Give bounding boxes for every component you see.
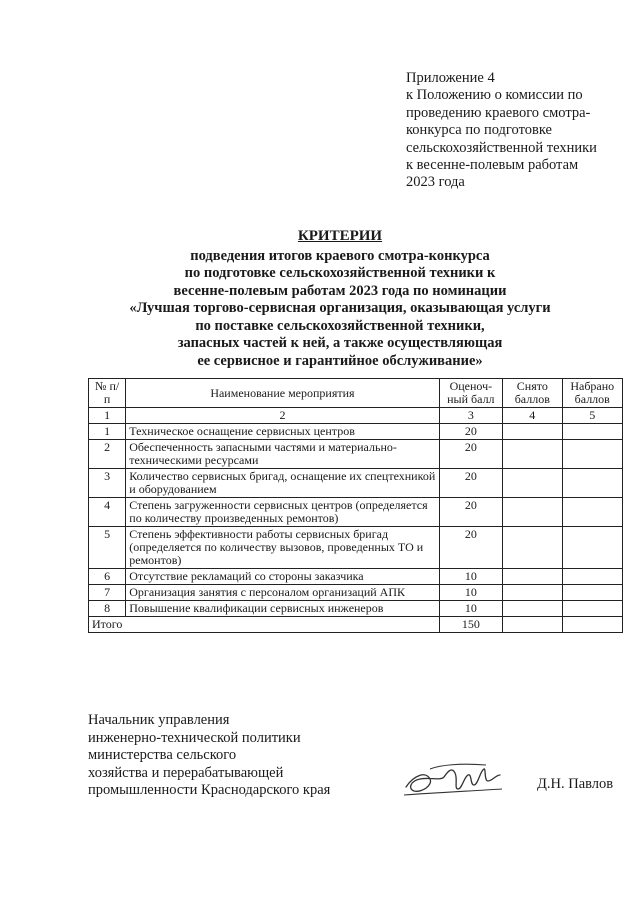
row-got: [562, 440, 622, 469]
colnum: 2: [126, 408, 439, 424]
row-number: 4: [89, 498, 126, 527]
row-got: [562, 601, 622, 617]
row-taken: [503, 585, 562, 601]
row-name: Организация занятия с персоналом организаций АПК: [126, 585, 439, 601]
row-taken: [503, 424, 562, 440]
table-row: [89, 585, 623, 601]
row-number: 2: [89, 440, 126, 469]
appendix-line: Приложение 4: [406, 70, 495, 86]
position-line: инженерно-технической политики: [88, 729, 301, 746]
total-taken: [503, 617, 562, 633]
row-score: 10: [439, 569, 502, 585]
total-got: [562, 617, 622, 633]
signatory-position: [88, 712, 378, 800]
total-label: Итого: [89, 617, 440, 633]
appendix-line: к Положению о комиссии по: [406, 87, 583, 104]
row-score: 10: [439, 601, 502, 617]
table-row: [89, 469, 623, 498]
document-title: [60, 228, 620, 370]
row-got: [562, 569, 622, 585]
row-name: Техническое оснащение сервисных центров: [126, 424, 439, 440]
row-got: [562, 585, 622, 601]
appendix-line: к весенне-полевым работам: [406, 157, 579, 174]
position-line: хозяйства и перерабатывающей: [88, 764, 284, 781]
signer-name: Д.Н. Павлов: [537, 776, 614, 792]
row-number: 6: [89, 569, 126, 585]
row-number: 7: [89, 585, 126, 601]
row-score: 20: [439, 424, 502, 440]
column-number-row: [89, 408, 623, 424]
row-name: Обеспеченность запасными частями и материально-техническими ресурсами: [126, 440, 439, 469]
title-main: КРИТЕРИИ: [297, 228, 383, 244]
row-taken: [503, 569, 562, 585]
row-number: 5: [89, 527, 126, 569]
position-line: Начальник управления: [88, 712, 230, 728]
row-taken: [503, 601, 562, 617]
appendix-line: сельскохозяйственной техники: [406, 139, 597, 156]
row-taken: [503, 498, 562, 527]
title-line: по поставке сельскохозяйственной техники,: [195, 317, 485, 334]
title-line: по подготовке сельскохозяйственной техники к: [184, 265, 496, 281]
title-line: ее сервисное и гарантийное обслуживание»: [197, 352, 483, 369]
row-got: [562, 424, 622, 440]
row-taken: [503, 440, 562, 469]
position-line: министерства сельского: [88, 747, 237, 763]
appendix-line: проведению краевого смотра-: [406, 104, 591, 121]
table-row: [89, 440, 623, 469]
header-no: № п/п: [89, 379, 126, 408]
row-got: [562, 527, 622, 569]
colnum: 1: [89, 408, 126, 424]
header-got: Набрано баллов: [562, 379, 622, 408]
handwritten-signature: [400, 755, 510, 805]
colnum: 5: [562, 408, 622, 424]
row-score: 20: [439, 498, 502, 527]
row-taken: [503, 527, 562, 569]
criteria-table: [88, 378, 623, 633]
row-got: [562, 469, 622, 498]
table-header-row: [89, 379, 623, 408]
table-row: [89, 424, 623, 440]
appendix-note: [406, 70, 638, 192]
title-line: весенне-полевым работам 2023 года по номинации: [173, 282, 507, 299]
row-name: Степень загруженности сервисных центров (определяется по количеству произведенных ремонтов): [126, 498, 439, 527]
table-row: [89, 601, 623, 617]
header-score: Оценоч-ный балл: [439, 379, 502, 408]
row-name: Степень эффективности работы сервисных бригад (определяется по количеству вызовов, проведенных ТО и ремонтов): [126, 527, 439, 569]
row-score: 20: [439, 527, 502, 569]
row-name: Количество сервисных бригад, оснащение их спецтехникой и оборудованием: [126, 469, 439, 498]
row-got: [562, 498, 622, 527]
table-row: [89, 498, 623, 527]
row-score: 20: [439, 440, 502, 469]
colnum: 3: [439, 408, 502, 424]
row-number: 1: [89, 424, 126, 440]
row-number: 8: [89, 601, 126, 617]
table-row: [89, 569, 623, 585]
position-line: промышленности Краснодарского края: [88, 782, 331, 798]
table-row: [89, 527, 623, 569]
header-name: Наименование мероприятия: [126, 379, 439, 408]
header-taken: Снято баллов: [503, 379, 562, 408]
row-score: 20: [439, 469, 502, 498]
row-score: 10: [439, 585, 502, 601]
appendix-line: конкурса по подготовке: [406, 122, 552, 139]
total-score: 150: [439, 617, 502, 633]
appendix-line: 2023 года: [406, 174, 465, 191]
total-row: [89, 617, 623, 633]
row-name: Повышение квалификации сервисных инженеров: [126, 601, 439, 617]
row-number: 3: [89, 469, 126, 498]
title-line: запасных частей к ней, а также осуществляющая: [177, 335, 503, 351]
colnum: 4: [503, 408, 562, 424]
title-line: подведения итогов краевого смотра-конкурса: [190, 247, 490, 264]
row-name: Отсутствие рекламаций со стороны заказчика: [126, 569, 439, 585]
title-line: «Лучшая торгово-сервисная организация, оказывающая услуги: [129, 300, 551, 316]
row-taken: [503, 469, 562, 498]
